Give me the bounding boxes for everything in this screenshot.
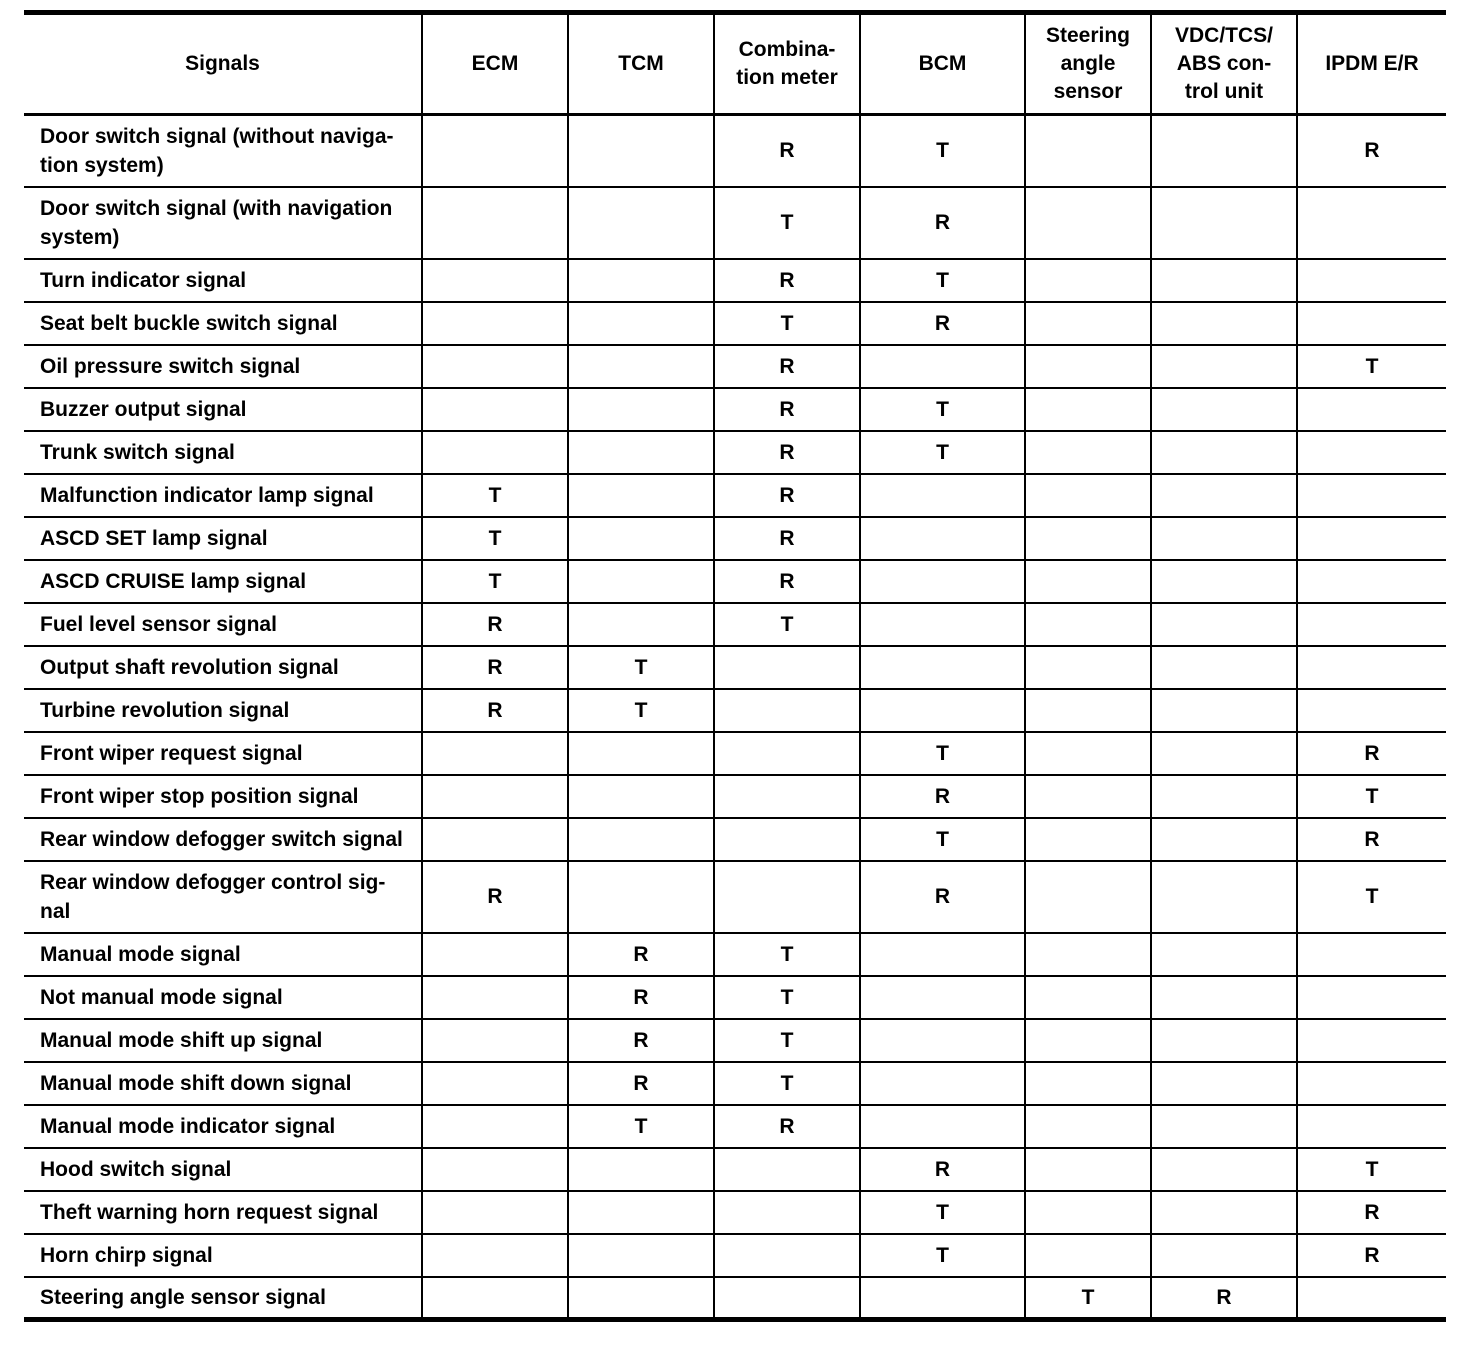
signal-value-cell (860, 517, 1025, 560)
signal-value-cell (1025, 474, 1151, 517)
signal-name-cell: Front wiper stop position signal (24, 775, 422, 818)
signal-value-cell: T (714, 933, 860, 976)
signal-value-cell (1297, 1277, 1446, 1320)
signal-value-cell (1025, 732, 1151, 775)
signal-value-cell: R (860, 775, 1025, 818)
signal-value-cell (1297, 1062, 1446, 1105)
signal-value-cell (1025, 517, 1151, 560)
signal-value-cell: T (714, 603, 860, 646)
signal-value-cell (568, 560, 714, 603)
signal-value-cell: T (860, 818, 1025, 861)
signal-name-cell: Seat belt buckle switch signal (24, 302, 422, 345)
signal-value-cell (1025, 818, 1151, 861)
signal-value-cell (422, 976, 568, 1019)
signal-value-cell: R (860, 302, 1025, 345)
signal-value-cell (1297, 603, 1446, 646)
signal-value-cell: T (714, 976, 860, 1019)
signal-name-cell: Turbine revolution signal (24, 689, 422, 732)
signal-name-cell: ASCD CRUISE lamp signal (24, 560, 422, 603)
signal-value-cell (1151, 517, 1297, 560)
signal-value-cell (568, 345, 714, 388)
signal-value-cell (1025, 1191, 1151, 1234)
column-header-tcm: TCM (568, 13, 714, 115)
signal-name-cell: Door switch signal (with navigation system) (24, 187, 422, 259)
table-row (24, 431, 1446, 474)
signal-value-cell (1025, 933, 1151, 976)
table-row (24, 388, 1446, 431)
signal-value-cell: T (860, 259, 1025, 302)
signal-name-cell: Trunk switch signal (24, 431, 422, 474)
signal-value-cell (568, 115, 714, 187)
signal-value-cell (1151, 187, 1297, 259)
signal-value-cell: R (1297, 818, 1446, 861)
signal-value-cell: T (860, 732, 1025, 775)
signal-value-cell (1151, 933, 1297, 976)
signal-value-cell (1025, 1234, 1151, 1277)
signal-value-cell (1025, 775, 1151, 818)
signal-value-cell: T (422, 560, 568, 603)
signal-value-cell (568, 187, 714, 259)
signal-value-cell (1025, 1105, 1151, 1148)
signal-value-cell (422, 302, 568, 345)
signal-value-cell: T (568, 646, 714, 689)
table-row (24, 474, 1446, 517)
signal-value-cell (1297, 302, 1446, 345)
signal-value-cell (1151, 732, 1297, 775)
signal-value-cell: R (422, 603, 568, 646)
signal-value-cell (1025, 259, 1151, 302)
signal-value-cell (714, 1148, 860, 1191)
signal-value-cell (1151, 388, 1297, 431)
signal-value-cell (1025, 1062, 1151, 1105)
signal-value-cell (422, 1019, 568, 1062)
signal-value-cell (568, 302, 714, 345)
signal-value-cell (860, 1277, 1025, 1320)
signal-value-cell (568, 775, 714, 818)
signal-value-cell (1297, 1105, 1446, 1148)
table-row (24, 1277, 1446, 1320)
signal-value-cell (568, 474, 714, 517)
signal-value-cell (422, 388, 568, 431)
signal-name-cell: Rear window defogger control sig- nal (24, 861, 422, 933)
signal-value-cell (714, 689, 860, 732)
table-row (24, 775, 1446, 818)
signal-value-cell: R (568, 976, 714, 1019)
signal-value-cell (714, 1191, 860, 1234)
table-row (24, 560, 1446, 603)
signal-name-cell: Horn chirp signal (24, 1234, 422, 1277)
signal-value-cell: T (714, 1062, 860, 1105)
signal-value-cell: R (714, 259, 860, 302)
signal-value-cell (1151, 861, 1297, 933)
signal-value-cell (1151, 345, 1297, 388)
signal-value-cell (1151, 259, 1297, 302)
signal-value-cell (1297, 187, 1446, 259)
signal-value-cell (860, 646, 1025, 689)
signal-value-cell (1151, 775, 1297, 818)
signal-value-cell: R (714, 517, 860, 560)
signal-value-cell (568, 818, 714, 861)
table-row (24, 689, 1446, 732)
column-header-bcm: BCM (860, 13, 1025, 115)
signal-value-cell (860, 689, 1025, 732)
signal-value-cell (422, 187, 568, 259)
signal-value-cell (1297, 646, 1446, 689)
signal-value-cell (1151, 976, 1297, 1019)
table-row (24, 302, 1446, 345)
signal-value-cell (714, 732, 860, 775)
table-row (24, 976, 1446, 1019)
table-row (24, 933, 1446, 976)
column-header-steering-angle-sensor: Steering angle sensor (1025, 13, 1151, 115)
signal-value-cell (1025, 431, 1151, 474)
column-header-signals: Signals (24, 13, 422, 115)
signal-value-cell: R (860, 187, 1025, 259)
signal-value-cell (1025, 187, 1151, 259)
column-header-ecm: ECM (422, 13, 568, 115)
signal-value-cell (1151, 689, 1297, 732)
signal-value-cell (568, 1277, 714, 1320)
signal-value-cell (422, 431, 568, 474)
signal-value-cell (1297, 560, 1446, 603)
signal-value-cell (422, 732, 568, 775)
signal-name-cell: Hood switch signal (24, 1148, 422, 1191)
signal-value-cell: T (860, 1191, 1025, 1234)
table-row (24, 1105, 1446, 1148)
signal-value-cell: R (422, 861, 568, 933)
signal-value-cell (1025, 388, 1151, 431)
signal-value-cell (1025, 115, 1151, 187)
signal-value-cell (1297, 431, 1446, 474)
signal-table-container (24, 10, 1446, 1322)
signal-value-cell: T (860, 431, 1025, 474)
signal-value-cell (422, 1191, 568, 1234)
signal-name-cell: Theft warning horn request signal (24, 1191, 422, 1234)
signal-value-cell (860, 1019, 1025, 1062)
signal-name-cell: ASCD SET lamp signal (24, 517, 422, 560)
signal-value-cell (1025, 302, 1151, 345)
signal-value-cell (422, 775, 568, 818)
signal-value-cell: T (1297, 775, 1446, 818)
table-row (24, 345, 1446, 388)
signal-value-cell (860, 345, 1025, 388)
signal-name-cell: Manual mode shift down signal (24, 1062, 422, 1105)
signal-value-cell (1151, 818, 1297, 861)
signal-value-cell (1025, 345, 1151, 388)
signal-value-cell (1025, 861, 1151, 933)
signal-value-cell (860, 1062, 1025, 1105)
table-row (24, 603, 1446, 646)
signal-value-cell (422, 933, 568, 976)
signal-value-cell: T (860, 115, 1025, 187)
signal-value-cell: R (860, 1148, 1025, 1191)
signal-value-cell (1025, 689, 1151, 732)
signal-value-cell: R (1297, 732, 1446, 775)
signal-value-cell (568, 388, 714, 431)
signal-value-cell (1151, 603, 1297, 646)
signal-value-cell (422, 259, 568, 302)
signal-value-cell (1297, 517, 1446, 560)
signal-value-cell (1151, 646, 1297, 689)
signal-value-cell (860, 933, 1025, 976)
signal-value-cell (568, 861, 714, 933)
signal-value-cell (1151, 1148, 1297, 1191)
signal-value-cell: R (568, 933, 714, 976)
signal-value-cell (422, 1062, 568, 1105)
signal-value-cell (422, 818, 568, 861)
signal-value-cell: T (714, 1019, 860, 1062)
signal-name-cell: Door switch signal (without naviga- tion system) (24, 115, 422, 187)
signal-value-cell: R (714, 560, 860, 603)
signal-value-cell (860, 474, 1025, 517)
table-row (24, 259, 1446, 302)
signal-value-cell (568, 259, 714, 302)
table-row (24, 1019, 1446, 1062)
signal-value-cell (422, 1234, 568, 1277)
signal-value-cell (568, 1234, 714, 1277)
signal-value-cell: T (714, 302, 860, 345)
table-row (24, 1062, 1446, 1105)
signal-name-cell: Oil pressure switch signal (24, 345, 422, 388)
signal-name-cell: Manual mode indicator signal (24, 1105, 422, 1148)
signal-value-cell: T (1297, 1148, 1446, 1191)
signal-value-cell (1297, 259, 1446, 302)
signal-value-cell (568, 1191, 714, 1234)
signal-value-cell: T (422, 517, 568, 560)
signal-value-cell (1297, 976, 1446, 1019)
signal-value-cell (1151, 1062, 1297, 1105)
signal-value-cell (422, 1105, 568, 1148)
signal-value-cell: R (422, 646, 568, 689)
signal-value-cell (422, 345, 568, 388)
signal-name-cell: Front wiper request signal (24, 732, 422, 775)
signal-value-cell: T (422, 474, 568, 517)
signal-name-cell: Manual mode signal (24, 933, 422, 976)
signal-value-cell: R (1151, 1277, 1297, 1320)
signal-value-cell (1025, 1019, 1151, 1062)
signal-value-cell: R (714, 1105, 860, 1148)
signal-value-cell (714, 1234, 860, 1277)
signal-value-cell (1297, 933, 1446, 976)
header-row (24, 13, 1446, 115)
signal-name-cell: Malfunction indicator lamp signal (24, 474, 422, 517)
signal-value-cell (860, 560, 1025, 603)
signal-value-cell (1025, 603, 1151, 646)
signal-value-cell (1151, 1191, 1297, 1234)
table-row (24, 187, 1446, 259)
table-row (24, 1234, 1446, 1277)
signal-value-cell (568, 603, 714, 646)
signal-name-cell: Buzzer output signal (24, 388, 422, 431)
signal-value-cell (568, 517, 714, 560)
signal-name-cell: Turn indicator signal (24, 259, 422, 302)
signal-value-cell: T (1297, 861, 1446, 933)
signal-value-cell: T (568, 689, 714, 732)
table-row (24, 1191, 1446, 1234)
signal-value-cell: R (860, 861, 1025, 933)
signal-value-cell (422, 1277, 568, 1320)
signal-value-cell (860, 1105, 1025, 1148)
signal-value-cell: R (568, 1062, 714, 1105)
signal-value-cell: T (860, 1234, 1025, 1277)
signal-value-cell (1151, 115, 1297, 187)
signal-name-cell: Not manual mode signal (24, 976, 422, 1019)
signal-name-cell: Rear window defogger switch signal (24, 818, 422, 861)
signal-value-cell (1297, 474, 1446, 517)
signal-value-cell: R (422, 689, 568, 732)
table-body (24, 115, 1446, 1320)
signal-value-cell (860, 603, 1025, 646)
signal-value-cell (1151, 1234, 1297, 1277)
signal-value-cell: T (860, 388, 1025, 431)
signal-value-cell (1151, 474, 1297, 517)
table-row (24, 1148, 1446, 1191)
signal-value-cell (714, 861, 860, 933)
signal-value-cell (714, 818, 860, 861)
signal-value-cell: R (714, 115, 860, 187)
signal-value-cell: T (1297, 345, 1446, 388)
signal-name-cell: Steering angle sensor signal (24, 1277, 422, 1320)
column-header-combination-meter: Combina- tion meter (714, 13, 860, 115)
signal-value-cell (1297, 1019, 1446, 1062)
signal-value-cell (568, 431, 714, 474)
signal-value-cell (860, 976, 1025, 1019)
signal-name-cell: Manual mode shift up signal (24, 1019, 422, 1062)
signal-value-cell (1151, 1019, 1297, 1062)
signal-value-cell (1025, 646, 1151, 689)
signal-value-cell: R (714, 431, 860, 474)
signal-value-cell (1297, 689, 1446, 732)
signal-value-cell: T (568, 1105, 714, 1148)
table-row (24, 517, 1446, 560)
signal-value-cell (714, 1277, 860, 1320)
signal-value-cell: R (1297, 1234, 1446, 1277)
signal-value-cell (1151, 560, 1297, 603)
signal-value-cell (568, 1148, 714, 1191)
signal-name-cell: Output shaft revolution signal (24, 646, 422, 689)
signal-value-cell (714, 646, 860, 689)
signal-value-cell: R (568, 1019, 714, 1062)
signal-value-cell: R (1297, 1191, 1446, 1234)
signal-value-cell (422, 1148, 568, 1191)
column-header-ipdm-er: IPDM E/R (1297, 13, 1446, 115)
signal-value-cell (1025, 560, 1151, 603)
signal-value-cell: T (1025, 1277, 1151, 1320)
table-row (24, 115, 1446, 187)
table-row (24, 646, 1446, 689)
column-header-vdc-tcs-abs-control-unit: VDC/TCS/ ABS con- trol unit (1151, 13, 1297, 115)
signal-value-cell (1297, 388, 1446, 431)
signal-value-cell (714, 775, 860, 818)
table-row (24, 818, 1446, 861)
signal-value-cell: T (714, 187, 860, 259)
signal-value-cell: R (714, 388, 860, 431)
signal-value-cell (422, 115, 568, 187)
signal-value-cell: R (714, 474, 860, 517)
signal-name-cell: Fuel level sensor signal (24, 603, 422, 646)
signal-value-cell (1151, 302, 1297, 345)
signal-value-cell (1025, 976, 1151, 1019)
signal-value-cell: R (1297, 115, 1446, 187)
signal-value-cell (568, 732, 714, 775)
signal-value-cell (1025, 1148, 1151, 1191)
signal-value-cell (1151, 431, 1297, 474)
table-row (24, 732, 1446, 775)
table-row (24, 861, 1446, 933)
signal-value-cell (1151, 1105, 1297, 1148)
signal-value-cell: R (714, 345, 860, 388)
communication-signal-table (24, 10, 1446, 1322)
